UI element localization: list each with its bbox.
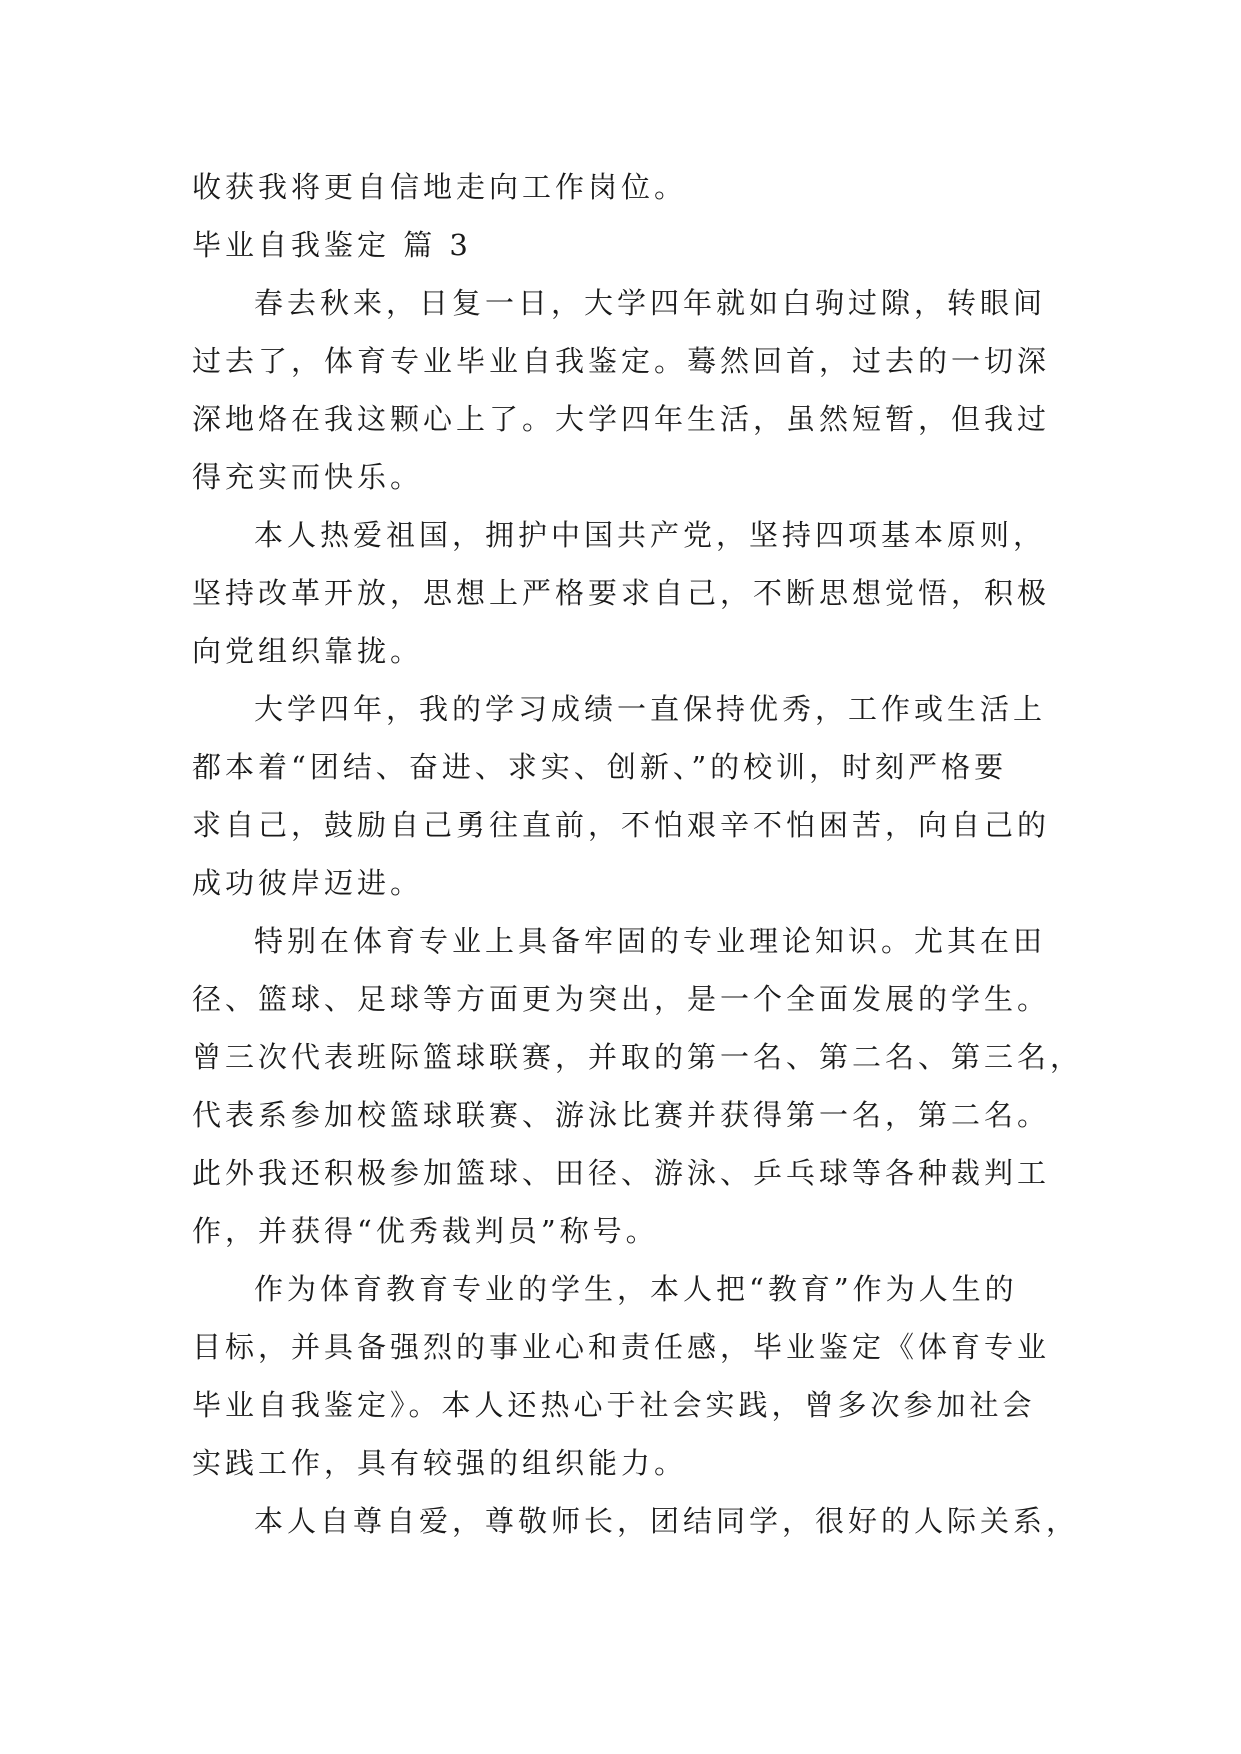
section-heading: 毕业自我鉴定 篇 3 <box>192 228 472 262</box>
paragraph-first-line: 大学四年，我的学习成绩一直保持优秀，工作或生活上 <box>254 692 1047 726</box>
text-line: 深地烙在我这颗心上了。大学四年生活，虽然短暂，但我过 <box>192 402 1051 436</box>
text-line: 代表系参加校篮球联赛、游泳比赛并获得第一名，第二名。 <box>192 1098 1051 1132</box>
text-line: 收获我将更自信地走向工作岗位。 <box>192 170 688 204</box>
paragraph-first-line: 本人热爱祖国，拥护中国共产党，坚持四项基本原则， <box>254 518 1047 552</box>
text-line: 得充实而快乐。 <box>192 460 424 494</box>
text-line: 目标，并具备强烈的事业心和责任感，毕业鉴定《体育专业 <box>192 1330 1051 1364</box>
text-line: 过去了，体育专业毕业自我鉴定。蓦然回首，过去的一切深 <box>192 344 1051 378</box>
text-line: 坚持改革开放，思想上严格要求自己，不断思想觉悟，积极 <box>192 576 1051 610</box>
paragraph-first-line: 特别在体育专业上具备牢固的专业理论知识。尤其在田 <box>254 924 1047 958</box>
text-line: 作，并获得“优秀裁判员”称号。 <box>192 1214 659 1248</box>
document-body <box>192 158 1084 1550</box>
paragraph-first-line: 本人自尊自爱，尊敬师长，团结同学，很好的人际关系， <box>254 1504 1080 1538</box>
text-line: 向党组织靠拢。 <box>192 634 424 668</box>
text-line: 径、篮球、足球等方面更为突出，是一个全面发展的学生。 <box>192 982 1051 1016</box>
text-line: 毕业自我鉴定》。本人还热心于社会实践，曾多次参加社会 <box>192 1388 1036 1422</box>
text-line: 求自己，鼓励自己勇往直前，不怕艰辛不怕困苦，向自己的 <box>192 808 1051 842</box>
paragraph-first-line: 春去秋来，日复一日，大学四年就如白驹过隙，转眼间 <box>254 286 1047 320</box>
text-line: 曾三次代表班际篮球联赛，并取的第一名、第二名、第三名， <box>192 1040 1084 1074</box>
text-line: 成功彼岸迈进。 <box>192 866 424 900</box>
paragraph-first-line: 作为体育教育专业的学生，本人把“教育”作为人生的 <box>254 1272 1018 1306</box>
text-line: 实践工作，具有较强的组织能力。 <box>192 1446 688 1480</box>
text-line: 此外我还积极参加篮球、田径、游泳、乒乓球等各种裁判工 <box>192 1156 1051 1190</box>
text-line: 都本着“团结、奋进、求实、创新、”的校训，时刻严格要 <box>192 750 1008 784</box>
